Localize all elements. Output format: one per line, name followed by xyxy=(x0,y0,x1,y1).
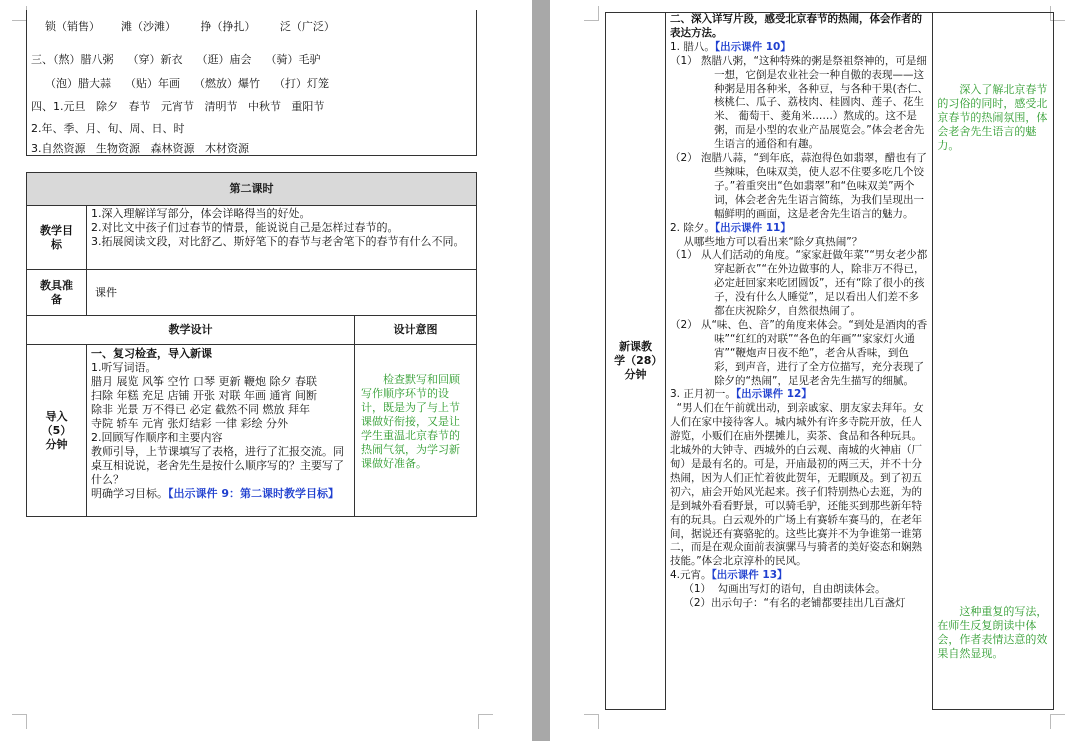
intro-line: 寺院 轿车 元宵 张灯结彩 一律 彩绘 分外 xyxy=(91,417,288,430)
crop-mark xyxy=(12,714,27,729)
answer-line: （泡）腊大蒜 （贴）年画 （燃放）爆竹 （打）灯笼 xyxy=(31,77,329,90)
crop-mark xyxy=(584,6,599,21)
part-heading: 2. 除夕。 xyxy=(669,221,715,234)
intro-line: 1.听写词语。 xyxy=(91,361,157,374)
part-body: “男人们在午前就出动，到亲戚家、朋友家去拜年。女人们在家中接待客人。城内城外有许多寺院开放，任人游览，小贩们在庙外摆摊儿，卖茶、食品和各种玩具。北城外的大钟寺、西城外的白云观、南城的火神庙（厂甸）是最有名的。可是，开庙最初的两三天，并不十分热闹，因为人们正忙着彼此贺年，无暇顾及。到了初五初六，庙会开始风光起来。孩子们特别热心去逛，为的是到城外看看野景，可以骑毛驴，还能买到那些新年特有的玩具。白云观外的广场上有赛轿车赛马的，在老年间，据说还有赛骆驼的。这些比赛并不为争谁第一谁第二，而是在观众面前表演骡马与骑者的美好姿态和娴熟技能。”体会北京淳朴的民风。 xyxy=(669,402,924,568)
intro-title: 一、复习检查，导入新课 xyxy=(91,347,212,360)
slide-link[interactable]: 【出示课件 10】 xyxy=(714,40,791,53)
slide-link[interactable]: 【出示课件 11】 xyxy=(714,221,791,234)
answer-line: 3.自然资源 生物资源 森林资源 木材资源 xyxy=(31,142,249,155)
intent-note: 这种重复的写法，在师生反复朗读中体会，作者表情达意的效果自然显现。 xyxy=(937,605,1048,660)
slide-link[interactable]: 【出示课件 9：第二课时教学目标】 xyxy=(168,487,339,500)
goal-item: 2.对比文中孩子们过春节的情景，能说说自己是怎样过春节的。 xyxy=(91,221,399,234)
part-item: （1） 从人们活动的角度。“家家赶做年菜”“男女老少都穿起新衣”“在外边做事的人，除非万不得已，必定赶回家来吃团圆饭”，还有“除了很小的孩子，没有什么人睡觉”，足以看出人们差不多都在庆祝除夕，自然很热闹了。 xyxy=(669,249,928,318)
new-content xyxy=(665,13,932,710)
intro-label: 导入（5）分钟 xyxy=(27,345,87,517)
intro-line: 2.回顾写作顺序和主要内容 xyxy=(91,431,223,444)
prep-value: 课件 xyxy=(87,270,477,316)
intro-goal-prefix: 明确学习目标。 xyxy=(91,487,168,500)
intro-line: 教师引导，上节课填写了表格，进行了汇报交流。同桌互相说说，老舍先生是按什么顺序写的？主要写了什么？ xyxy=(91,445,344,486)
new-intent-cell xyxy=(933,13,1054,710)
intro-intent: 检查默写和回顾写作顺序环节的设计，既是为了与上节课做好衔接，又是让学生重温北京春节的热闹气氛，为学习新课做好准备。 xyxy=(355,345,477,517)
part-heading: 4.元宵。 xyxy=(669,569,712,582)
design-header: 教学设计 xyxy=(27,316,355,345)
intro-cell xyxy=(87,345,355,517)
goal-item: 1.深入理解详写部分，体会详略得当的好处。 xyxy=(91,207,311,220)
goals-cell xyxy=(87,206,477,270)
part-item: （2） 从“味、色、音”的角度来体会。“到处是酒肉的香味”“红红的对联”“各色的年画”“家家灯火通宵”“鞭炮声日夜不绝”，老舍从香味，到色彩，到声音，进行了全方位描写，充分表现了除夕的“热闹”，足见老舍先生描写的细腻。 xyxy=(669,318,928,387)
new-label: 新课教学（28）分钟 xyxy=(606,13,666,710)
part-item: （2） 泡腊八蒜，“到年底，蒜泡得色如翡翠，醋也有了些辣味，色味双美，使人忍不住要多吃几个饺子。”着重突出“色如翡翠”和“色味双美”两个词，体会老舍先生语言简练，为我们呈现出一幅鲜明的画面，这是老舍先生语言的魅力。 xyxy=(669,152,927,220)
part-heading: 3. 正月初一。 xyxy=(669,388,736,401)
crop-mark xyxy=(584,714,599,729)
goals-label: 教学目标 xyxy=(27,206,87,270)
answer-line: 四、1.元旦 除夕 春节 元宵节 清明节 中秋节 重阳节 xyxy=(31,100,325,113)
new-lesson-table xyxy=(605,12,1054,710)
lesson-title: 第二课时 xyxy=(27,173,477,206)
crop-mark xyxy=(12,6,27,21)
intro-line: 腊月 展览 风筝 空竹 口琴 更新 鞭炮 除夕 春联 xyxy=(91,375,317,388)
intent-note: 深入了解北京春节的习俗的同时，感受北京春节的热闹氛围，体会老舍先生语言的魅力。 xyxy=(937,83,1048,152)
section-title: 二、深入详写片段，感受北京春节的热闹，体会作者的表达方法。 xyxy=(669,13,922,39)
intro-line: 扫除 年糕 充足 店铺 开张 对联 年画 通宵 间断 xyxy=(91,389,317,402)
answer-block xyxy=(26,10,477,156)
crop-mark xyxy=(1050,714,1065,729)
lesson-table xyxy=(26,172,477,517)
intro-goal xyxy=(91,487,350,501)
crop-mark xyxy=(478,714,493,729)
right-page xyxy=(550,0,1080,741)
part-question: 从哪些地方可以看出来“除夕真热闹”？ xyxy=(669,235,863,248)
left-page xyxy=(0,0,532,741)
answer-line: 锁（销售） 滩（沙滩） 挣（挣扎） 泛（广泛） xyxy=(31,20,335,33)
slide-link[interactable]: 【出示课件 13】 xyxy=(711,569,788,582)
prep-label: 教具准备 xyxy=(27,270,87,316)
answer-line: 三、（熬）腊八粥 （穿）新衣 （逛）庙会 （骑）毛驴 xyxy=(31,53,321,66)
part-item: （2）出示句子：“有名的老铺都要挂出几百盏灯 xyxy=(669,597,906,610)
answer-line: 2.年、季、月、旬、周、日、时 xyxy=(31,122,185,135)
intent-header: 设计意图 xyxy=(355,316,477,345)
goal-item: 3.拓展阅读文段，对比舒乙、斯妤笔下的春节与老舍笔下的春节有什么不同。 xyxy=(91,235,465,248)
slide-link[interactable]: 【出示课件 12】 xyxy=(735,388,812,401)
page-gutter xyxy=(532,0,550,741)
intro-line: 除非 光景 万不得已 必定 截然不同 燃放 拜年 xyxy=(91,403,310,416)
part-item: （1） 勾画出写灯的语句，自由朗读体会。 xyxy=(669,583,886,596)
part-heading: 1. 腊八。 xyxy=(669,40,715,53)
part-item: （1） 熬腊八粥，“这种特殊的粥是祭祖祭神的，可是细一想，它倒是农业社会一种自傲的表现——这种粥是用各种米，各种豆，与各种干果(杏仁、核桃仁、瓜子、荔枝肉、桂圆肉、莲子、花生米、 葡萄干、菱角米……）熬成的。这不是粥，而是小型的农业产品展览会。”体会老舍先生语言的通俗和有趣。 xyxy=(669,54,929,151)
